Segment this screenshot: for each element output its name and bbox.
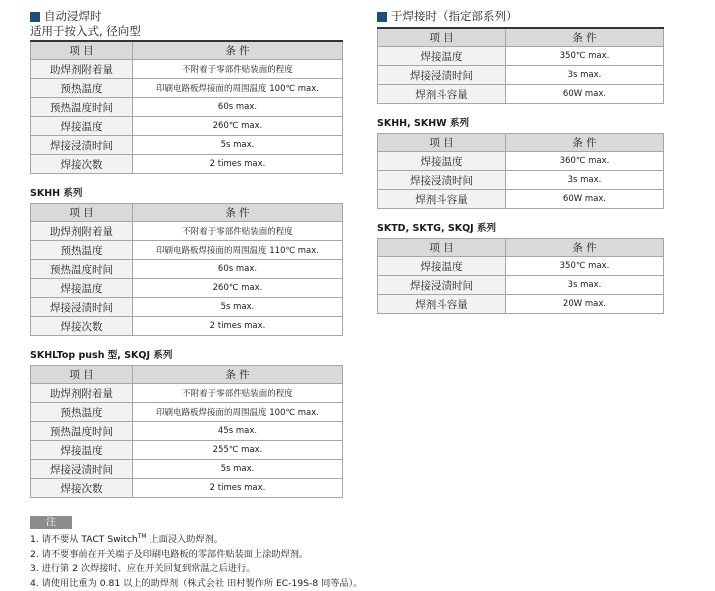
row-key: 焊剂斗容量 — [378, 190, 506, 209]
row-key: 焊接次数 — [31, 317, 133, 336]
table-row — [31, 98, 343, 117]
row-value: 印刷电路板焊接面的周围温度 110℃ max. — [133, 241, 343, 260]
col-header-item: 项 目 — [378, 28, 506, 47]
row-key: 焊接温度 — [31, 441, 133, 460]
right-table-2 — [377, 133, 664, 209]
row-key: 助焊剂附着量 — [31, 384, 133, 403]
table-header-row — [31, 204, 343, 222]
col-header-condition: 条 件 — [133, 366, 343, 384]
table-row — [378, 257, 664, 276]
row-key: 焊接浸渍时间 — [31, 460, 133, 479]
series-title-skhl-skqj: SKHLTop push 型, SKQJ 系列 — [30, 350, 173, 361]
table-row — [378, 190, 664, 209]
table-row — [378, 276, 664, 295]
series-title-skhh-skhw: SKHH, SKHW 系列 — [377, 118, 469, 129]
row-value: 5s max. — [133, 298, 343, 317]
row-key: 预热温度时间 — [31, 260, 133, 279]
row-value: 印刷电路板焊接面的周围温度 100℃ max. — [133, 403, 343, 422]
table-header-row — [378, 28, 664, 47]
col-header-item: 项 目 — [31, 204, 133, 222]
table-row — [31, 298, 343, 317]
table-header-row — [378, 134, 664, 152]
note-line-1 — [30, 530, 450, 548]
notes-section — [30, 510, 450, 591]
row-value: 255℃ max. — [133, 441, 343, 460]
col-header-condition: 条 件 — [506, 134, 664, 152]
table-header-row — [378, 239, 664, 257]
notes-tag: 注 — [30, 516, 72, 529]
row-key: 焊剂斗容量 — [378, 295, 506, 314]
row-key: 焊接浸渍时间 — [378, 171, 506, 190]
row-value: 5s max. — [133, 136, 343, 155]
row-value: 2 times max. — [133, 317, 343, 336]
table-row — [378, 171, 664, 190]
row-value: 260℃ max. — [133, 117, 343, 136]
table-row — [31, 479, 343, 498]
table-row — [31, 136, 343, 155]
table-row — [378, 85, 664, 104]
left-table-2 — [30, 203, 343, 336]
row-key: 焊接浸渍时间 — [31, 298, 133, 317]
row-key: 预热温度 — [31, 403, 133, 422]
row-key: 焊接浸渍时间 — [378, 276, 506, 295]
row-key: 焊接次数 — [31, 479, 133, 498]
table-row — [31, 279, 343, 298]
trademark-mark: TM — [137, 533, 147, 540]
row-key: 助焊剂附着量 — [31, 222, 133, 241]
row-key: 焊接浸渍时间 — [378, 66, 506, 85]
table-row — [31, 422, 343, 441]
row-value: 2 times max. — [133, 479, 343, 498]
row-value: 2 times max. — [133, 155, 343, 174]
table-row — [31, 117, 343, 136]
row-value: 60W max. — [506, 190, 664, 209]
row-value: 360℃ max. — [506, 152, 664, 171]
table-row — [31, 222, 343, 241]
left-column — [30, 9, 363, 591]
row-value: 不附着于零部件贴装面的程度 — [133, 60, 343, 79]
table-row — [378, 295, 664, 314]
auto-dip-heading — [30, 9, 342, 24]
auto-dip-subheading: 适用于按入式, 径向型 — [30, 24, 141, 38]
row-key: 焊接温度 — [378, 257, 506, 276]
row-value: 3s max. — [506, 66, 664, 85]
row-value: 350℃ max. — [506, 47, 664, 66]
table-row — [31, 441, 343, 460]
section-marker-icon — [377, 12, 387, 22]
col-header-item: 项 目 — [378, 134, 506, 152]
row-value: 5s max. — [133, 460, 343, 479]
right-table-3 — [377, 238, 664, 314]
note-line-3: 3. 进行第 2 次焊接时、应在开关回复到常温之后进行。 — [30, 563, 256, 575]
right-table-1 — [377, 27, 664, 104]
col-header-condition: 条 件 — [506, 28, 664, 47]
row-value: 不附着于零部件贴装面的程度 — [133, 384, 343, 403]
note-line-2: 2. 请不要事前在开关端子及印刷电路板的零部件贴装面上涂助焊剂。 — [30, 548, 309, 560]
table-row — [31, 79, 343, 98]
row-key: 焊接温度 — [31, 279, 133, 298]
table-row — [31, 155, 343, 174]
series-title-sktd-sktg-skqj: SKTD, SKTG, SKQJ 系列 — [377, 223, 497, 234]
col-header-item: 项 目 — [31, 41, 133, 60]
table-row — [378, 66, 664, 85]
row-key: 焊接浸渍时间 — [31, 136, 133, 155]
note-1-text-b: 上面浸入助焊剂。 — [146, 534, 223, 546]
row-key: 预热温度 — [31, 79, 133, 98]
col-header-condition: 条 件 — [506, 239, 664, 257]
auto-dip-heading-text: 自动浸焊时 — [44, 9, 102, 23]
row-value: 20W max. — [506, 295, 664, 314]
row-value: 45s max. — [133, 422, 343, 441]
manual-solder-heading — [377, 9, 663, 24]
row-key: 助焊剂附着量 — [31, 60, 133, 79]
row-key: 焊接温度 — [31, 117, 133, 136]
row-key: 焊接温度 — [378, 152, 506, 171]
row-key: 焊剂斗容量 — [378, 85, 506, 104]
right-column — [377, 9, 663, 314]
table-row — [31, 260, 343, 279]
table-row — [31, 60, 343, 79]
row-value: 60W max. — [506, 85, 664, 104]
table-row — [31, 317, 343, 336]
row-key: 预热温度时间 — [31, 422, 133, 441]
row-value: 60s max. — [133, 98, 343, 117]
table-row — [378, 47, 664, 66]
row-value: 350℃ max. — [506, 257, 664, 276]
section-marker-icon — [30, 12, 40, 22]
left-table-3 — [30, 365, 343, 498]
series-title-skhh: SKHH 系列 — [30, 188, 83, 199]
row-key: 焊接温度 — [378, 47, 506, 66]
col-header-item: 项 目 — [378, 239, 506, 257]
col-header-condition: 条 件 — [133, 204, 343, 222]
table-row — [31, 460, 343, 479]
col-header-item: 项 目 — [31, 366, 133, 384]
row-value: 60s max. — [133, 260, 343, 279]
table-row — [31, 384, 343, 403]
row-value: 不附着于零部件贴装面的程度 — [133, 222, 343, 241]
table-header-row — [31, 366, 343, 384]
manual-solder-heading-text: 于焊接时（指定部系列） — [391, 9, 518, 23]
row-key: 预热温度 — [31, 241, 133, 260]
note-1-text-a: 1. 请不要从 TACT Switch — [30, 534, 138, 546]
table-row — [31, 403, 343, 422]
table-header-row — [31, 41, 343, 60]
row-value: 3s max. — [506, 276, 664, 295]
row-value: 260℃ max. — [133, 279, 343, 298]
note-line-4: 4. 请使用比重为 0.81 以上的助焊剂（株式会社 田村製作所 EC-19S-8 同等品）。 — [30, 577, 363, 589]
left-table-1 — [30, 40, 343, 174]
row-key: 焊接次数 — [31, 155, 133, 174]
col-header-condition: 条 件 — [133, 41, 343, 60]
row-value: 3s max. — [506, 171, 664, 190]
table-row — [378, 152, 664, 171]
row-key: 预热温度时间 — [31, 98, 133, 117]
table-row — [31, 241, 343, 260]
row-value: 印刷电路板焊接面的周围温度 100℃ max. — [133, 79, 343, 98]
